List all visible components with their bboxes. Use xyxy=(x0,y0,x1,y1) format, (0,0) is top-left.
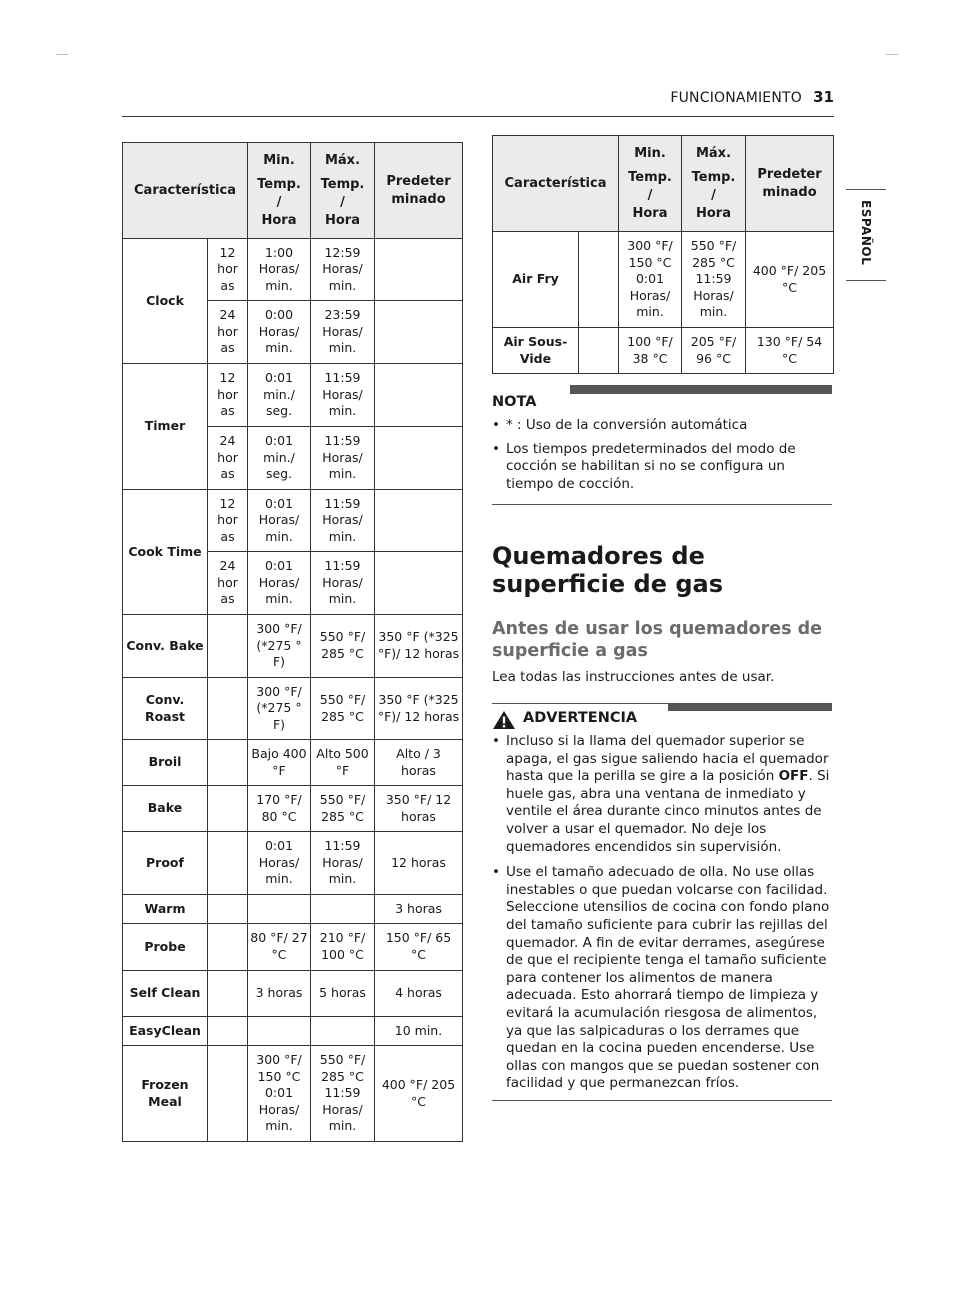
max-cell: 11:59 Horas/ min. xyxy=(311,364,375,427)
min-cell: Bajo 400 °F xyxy=(248,740,311,786)
max-cell: 550 °F/ 285 °C 11:59 Horas/ min. xyxy=(682,232,746,328)
feature-settings-table-continued xyxy=(492,135,834,374)
default-cell: 130 °F/ 54 °C xyxy=(746,328,834,374)
min-cell: 300 °F/ (*275 ° F) xyxy=(248,615,311,678)
sub-cell: 24 hor as xyxy=(208,301,248,364)
sub-cell xyxy=(208,971,248,1017)
max-cell: 205 °F/ 96 °C xyxy=(682,328,746,374)
note-bar xyxy=(570,385,832,394)
default-cell xyxy=(375,301,463,364)
default-cell: 350 °F (*325 °F)/ 12 horas xyxy=(375,615,463,678)
sub-cell xyxy=(208,895,248,924)
warning-title: ADVERTENCIA xyxy=(523,710,638,726)
min-cell: 0:00 Horas/ min. xyxy=(248,301,311,364)
max-cell xyxy=(311,895,375,924)
warning-list xyxy=(492,733,832,1101)
sub-cell: 12 hor as xyxy=(208,490,248,552)
header-min: Min. Temp. / Hora xyxy=(248,143,311,239)
subsection-title: Antes de usar los quemadores de superficie a gas xyxy=(492,619,823,661)
warning-box xyxy=(492,703,832,1101)
header-feature: Característica xyxy=(123,143,248,239)
min-cell: 0:01 Horas/ min. xyxy=(248,552,311,615)
sub-cell xyxy=(208,615,248,678)
feature-settings-table xyxy=(122,142,463,1142)
feature-cell: Air Fry xyxy=(493,232,579,328)
max-cell xyxy=(311,1017,375,1046)
feature-cell: Warm xyxy=(123,895,208,924)
warning-item: • Use el tamaño adecuado de olla. No use ollas inestables o que puedan volcarse con facilidad. Seleccione utensilios de cocina con fondo plano del tamaño suficiente para cubrir las rejillas del quemador. A fin de evitar derrames, asegúrese de que el recipiente tenga el tamaño suficiente para contener los alimentos de manera adecuada. Esto ahorrará tiempo de limpieza y evitará la acumulación riesgosa de alimentos, ya que las salpicaduras o los derrames que quedan en la cocina pueden encenderse. Use ollas con mangos que se puedan sostener con facilidad y que permanezcan fríos. xyxy=(492,864,832,1093)
table-row xyxy=(493,328,834,374)
min-cell: 0:01 min./ seg. xyxy=(248,364,311,427)
sub-cell xyxy=(208,740,248,786)
note-box xyxy=(492,385,832,505)
language-side-tab xyxy=(846,189,886,281)
default-cell xyxy=(375,239,463,301)
feature-cell: Frozen Meal xyxy=(123,1046,208,1142)
note-title: NOTA xyxy=(492,394,537,410)
min-cell: 3 horas xyxy=(248,971,311,1017)
page-number: 31 xyxy=(813,88,834,106)
default-cell: Alto / 3 horas xyxy=(375,740,463,786)
feature-cell: Probe xyxy=(123,924,208,971)
table-row xyxy=(123,490,463,552)
warning-item: • Incluso si la llama del quemador superior se apaga, el gas sigue saliendo hacia el quemador hasta que la perilla se gire a la posición OFF. Si huele gas, abra una ventana de inmediato y ventile el área durante cinco minutos antes de volver a usar el quemador. No deje los quemadores encendidos sin supervisión. xyxy=(492,733,832,856)
default-cell xyxy=(375,427,463,490)
feature-cell: Self Clean xyxy=(123,971,208,1017)
warning-bar xyxy=(668,703,832,711)
table-header-row xyxy=(493,136,834,232)
feature-cell: Timer xyxy=(123,364,208,490)
section-name: FUNCIONAMIENTO xyxy=(670,90,802,106)
table-row xyxy=(123,1017,463,1046)
note-list xyxy=(492,417,832,499)
max-cell: 11:59 Horas/ min. xyxy=(311,832,375,895)
table-row xyxy=(123,364,463,427)
header-max: Máx. Temp. / Hora xyxy=(682,136,746,232)
default-cell: 350 °F (*325 °F)/ 12 horas xyxy=(375,678,463,740)
table-row xyxy=(123,832,463,895)
feature-cell: Clock xyxy=(123,239,208,364)
warning-triangle-icon xyxy=(492,710,516,730)
table-row xyxy=(123,895,463,924)
table-row xyxy=(123,971,463,1017)
min-cell: 80 °F/ 27 °C xyxy=(248,924,311,971)
header-min: Min. Temp. / Hora xyxy=(619,136,682,232)
note-item: • * : Uso de la conversión automática xyxy=(492,417,832,435)
sub-cell xyxy=(208,1017,248,1046)
default-cell xyxy=(375,490,463,552)
min-cell: 0:01 Horas/ min. xyxy=(248,832,311,895)
min-cell: 300 °F/ (*275 ° F) xyxy=(248,678,311,740)
table-row xyxy=(123,740,463,786)
max-cell: 11:59 Horas/ min. xyxy=(311,552,375,615)
warning-rule xyxy=(492,703,668,704)
max-cell: 11:59 Horas/ min. xyxy=(311,490,375,552)
feature-cell: Conv. Bake xyxy=(123,615,208,678)
max-cell: 210 °F/ 100 °C xyxy=(311,924,375,971)
default-cell: 150 °F/ 65 °C xyxy=(375,924,463,971)
note-item: • Los tiempos predeterminados del modo de cocción se habilitan si no se configura un tiempo de cocción. xyxy=(492,441,832,494)
min-cell: 300 °F/ 150 °C 0:01 Horas/ min. xyxy=(619,232,682,328)
page-header xyxy=(122,86,834,117)
feature-cell: EasyClean xyxy=(123,1017,208,1046)
sub-cell xyxy=(579,232,619,328)
feature-cell: Broil xyxy=(123,740,208,786)
feature-cell: Conv. Roast xyxy=(123,678,208,740)
sub-cell xyxy=(208,678,248,740)
max-cell: 550 °F/ 285 °C xyxy=(311,678,375,740)
section-title: Quemadores de superficie de gas xyxy=(492,542,724,598)
off-label: OFF xyxy=(778,768,809,785)
feature-cell: Cook Time xyxy=(123,490,208,615)
table-row xyxy=(123,786,463,832)
intro-text: Lea todas las instrucciones antes de usar. xyxy=(492,669,775,685)
max-cell: Alto 500 °F xyxy=(311,740,375,786)
default-cell: 10 min. xyxy=(375,1017,463,1046)
min-cell: 1:00 Horas/ min. xyxy=(248,239,311,301)
table-row xyxy=(123,924,463,971)
default-cell: 400 °F/ 205 °C xyxy=(746,232,834,328)
table-row xyxy=(123,615,463,678)
feature-cell: Proof xyxy=(123,832,208,895)
default-cell: 4 horas xyxy=(375,971,463,1017)
max-cell: 5 horas xyxy=(311,971,375,1017)
max-cell: 550 °F/ 285 °C 11:59 Horas/ min. xyxy=(311,1046,375,1142)
sub-cell: 24 hor as xyxy=(208,427,248,490)
min-cell: 0:01 min./ seg. xyxy=(248,427,311,490)
default-cell xyxy=(375,552,463,615)
default-cell xyxy=(375,364,463,427)
sub-cell: 24 hor as xyxy=(208,552,248,615)
header-default: Predeter minado xyxy=(746,136,834,232)
table-row xyxy=(123,239,463,301)
table-row xyxy=(493,232,834,328)
sub-cell: 12 hor as xyxy=(208,364,248,427)
default-cell: 12 horas xyxy=(375,832,463,895)
language-label: ESPAÑOL xyxy=(859,200,873,266)
min-cell: 100 °F/ 38 °C xyxy=(619,328,682,374)
sub-cell xyxy=(208,832,248,895)
min-cell: 170 °F/ 80 °C xyxy=(248,786,311,832)
feature-cell: Bake xyxy=(123,786,208,832)
max-cell: 550 °F/ 285 °C xyxy=(311,786,375,832)
crop-mark xyxy=(56,54,68,55)
table-row xyxy=(123,678,463,740)
default-cell: 3 horas xyxy=(375,895,463,924)
min-cell: 0:01 Horas/ min. xyxy=(248,490,311,552)
table-header-row xyxy=(123,143,463,239)
sub-cell xyxy=(208,786,248,832)
max-cell: 550 °F/ 285 °C xyxy=(311,615,375,678)
sub-cell xyxy=(208,1046,248,1142)
max-cell: 12:59 Horas/ min. xyxy=(311,239,375,301)
header-feature: Característica xyxy=(493,136,619,232)
min-cell xyxy=(248,895,311,924)
max-cell: 11:59 Horas/ min. xyxy=(311,427,375,490)
sub-cell xyxy=(208,924,248,971)
default-cell: 350 °F/ 12 horas xyxy=(375,786,463,832)
default-cell: 400 °F/ 205 °C xyxy=(375,1046,463,1142)
crop-mark xyxy=(886,54,898,55)
min-cell xyxy=(248,1017,311,1046)
table-row xyxy=(123,1046,463,1142)
feature-cell: Air Sous-Vide xyxy=(493,328,579,374)
sub-cell: 12 hor as xyxy=(208,239,248,301)
header-max: Máx. Temp. / Hora xyxy=(311,143,375,239)
max-cell: 23:59 Horas/ min. xyxy=(311,301,375,364)
sub-cell xyxy=(579,328,619,374)
min-cell: 300 °F/ 150 °C 0:01 Horas/ min. xyxy=(248,1046,311,1142)
header-default: Predeter minado xyxy=(375,143,463,239)
